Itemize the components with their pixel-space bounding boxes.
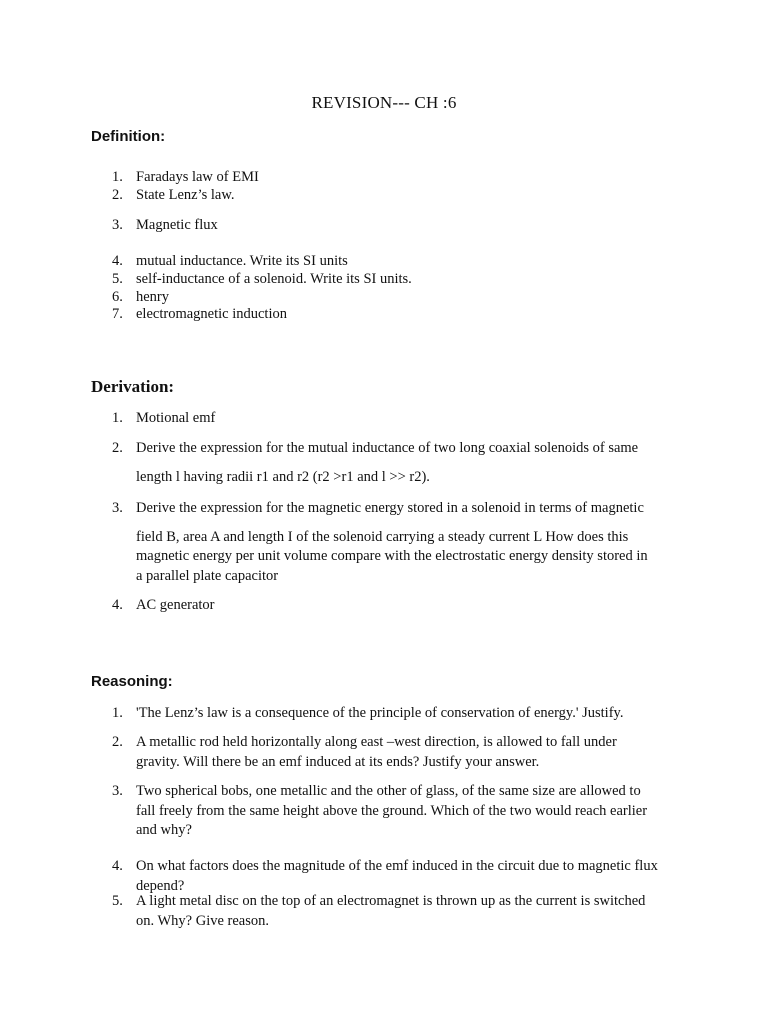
item-number: 7. <box>112 306 123 322</box>
item-line: fall freely from the same height above the ground. Which of the two would reach earlier <box>136 802 648 819</box>
item-text: henry <box>136 289 170 305</box>
item-line: 'The Lenz’s law is a consequence of the principle of conservation of energy.' Justify. <box>136 705 624 721</box>
derivation-heading: Derivation: <box>91 377 175 396</box>
item-text: Faradays law of EMI <box>136 169 259 185</box>
item-text <box>136 499 684 586</box>
item-number: 3. <box>112 783 123 799</box>
item-text <box>136 596 684 616</box>
item-line: a parallel plate capacitor <box>136 567 279 584</box>
definition-heading: Definition: <box>91 128 166 145</box>
item-number: 1. <box>112 169 123 185</box>
item-line: Derive the expression for the magnetic energy stored in a solenoid in terms of magnetic <box>136 500 644 516</box>
item-number: 4. <box>112 597 123 613</box>
item-line: A metallic rod held horizontally along east –west direction, is allowed to fall under <box>136 734 617 750</box>
item-line: magnetic energy per unit volume compare with the electrostatic energy density stored in <box>136 548 648 564</box>
item-line: Derive the expression for the mutual inductance of two long coaxial solenoids of same <box>136 440 639 456</box>
item-line: On what factors does the magnitude of the emf induced in the circuit due to magnetic flux <box>136 858 658 874</box>
item-text <box>136 439 684 487</box>
item-text: self-inductance of a solenoid. Write its SI units. <box>136 271 412 287</box>
page-title: REVISION--- CH :6 <box>311 93 457 112</box>
item-number: 4. <box>112 858 123 874</box>
reasoning-heading: Reasoning: <box>91 673 173 690</box>
item-line: Motional emf <box>136 410 216 426</box>
item-number: 2. <box>112 440 123 456</box>
item-text <box>136 409 684 429</box>
item-line: on. Why? Give reason. <box>136 912 270 929</box>
item-line: length l having radii r1 and r2 (r2 >r1 and l >> r2). <box>136 468 430 485</box>
item-number: 1. <box>112 410 123 426</box>
item-number: 2. <box>112 734 123 750</box>
item-line: AC generator <box>136 597 215 613</box>
item-line: A light metal disc on the top of an electromagnet is thrown up as the current is switched <box>136 893 646 909</box>
item-number: 3. <box>112 500 123 516</box>
item-text: State Lenz’s law. <box>136 187 235 203</box>
item-number: 2. <box>112 187 123 203</box>
item-line: Two spherical bobs, one metallic and the other of glass, of the same size are allowed to <box>136 783 641 799</box>
item-text: mutual inductance. Write its SI units <box>136 253 348 269</box>
item-line: gravity. Will there be an emf induced at its ends? Justify your answer. <box>136 753 540 770</box>
item-text: Magnetic flux <box>136 217 218 233</box>
item-text <box>136 857 684 896</box>
item-number: 4. <box>112 253 123 269</box>
item-text <box>136 733 684 772</box>
item-text: electromagnetic induction <box>136 306 287 322</box>
item-number: 5. <box>112 271 123 287</box>
item-number: 3. <box>112 217 123 233</box>
item-text <box>136 704 684 724</box>
item-text <box>136 892 684 931</box>
item-number: 6. <box>112 289 123 305</box>
item-number: 1. <box>112 705 123 721</box>
item-line: field B, area A and length I of the solenoid carrying a steady current L How does this <box>136 528 629 545</box>
item-line: and why? <box>136 822 192 838</box>
item-number: 5. <box>112 893 123 909</box>
item-line: depend? <box>136 877 185 894</box>
item-text <box>136 782 684 841</box>
